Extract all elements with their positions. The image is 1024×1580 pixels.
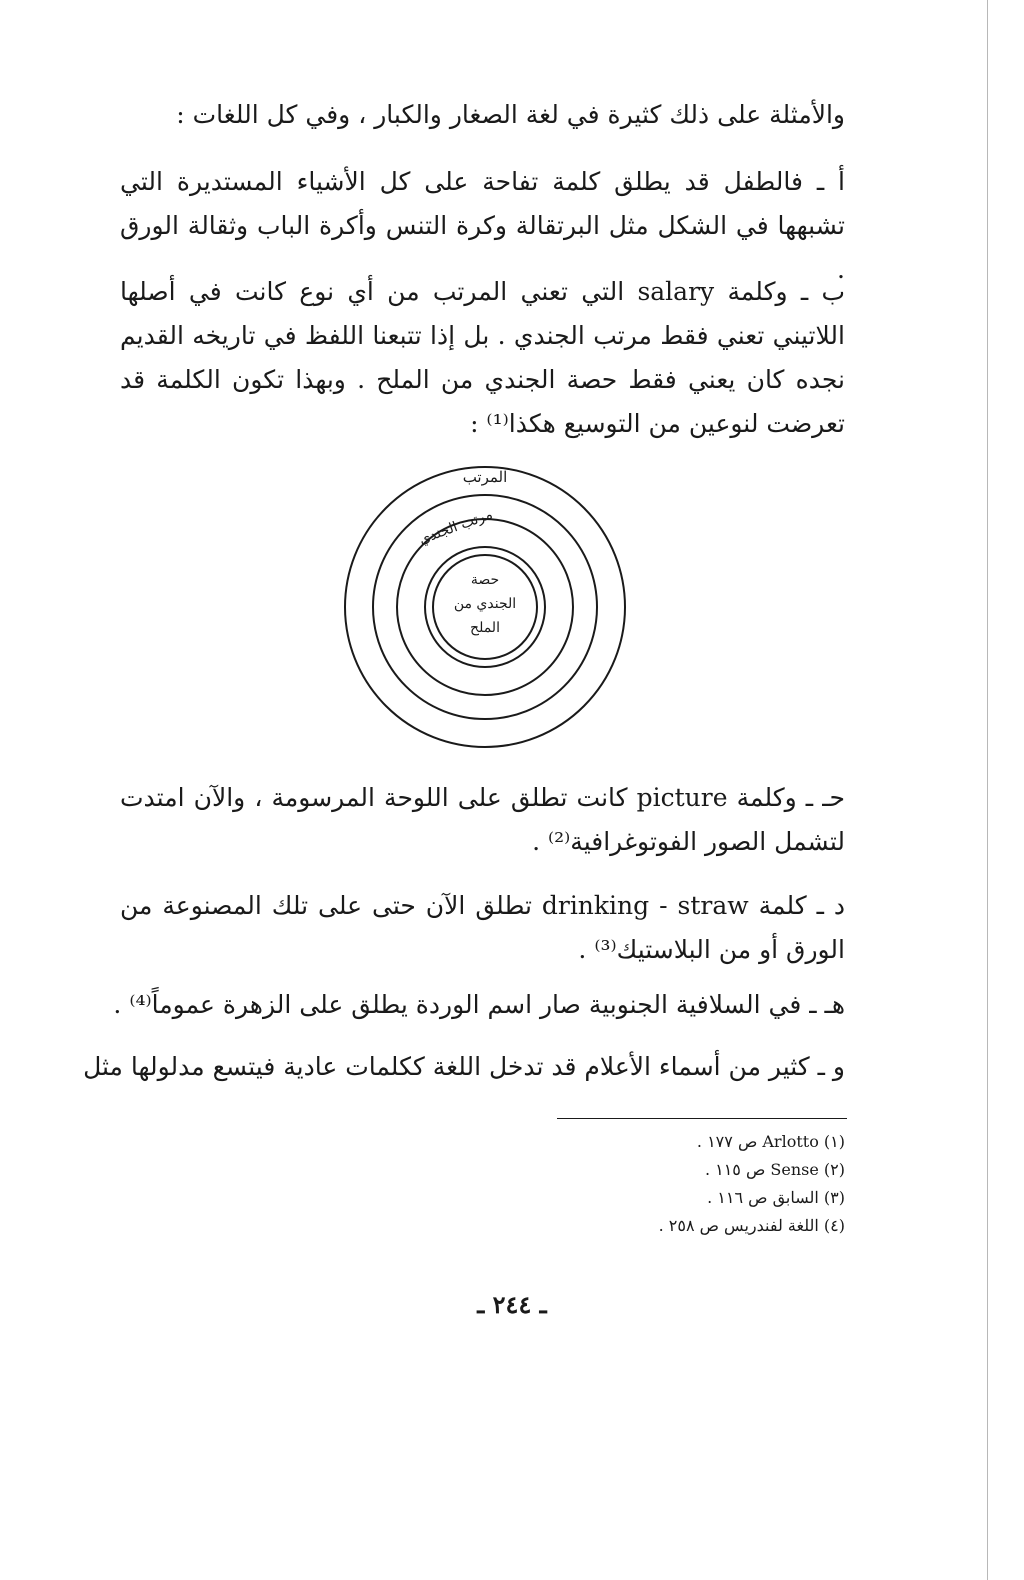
- item-f: و ـ كثير من أسماء الأعلام قد تدخل اللغة ككلمات عادية فيتسع مدلولها مثل: [83, 1052, 845, 1081]
- page-number: ـ ٢٤٤ ـ: [477, 1290, 547, 1319]
- inner-label-line1: حصة: [470, 572, 500, 588]
- footnote-1: (١) Arlotto ص ١٧٧ .: [696, 1132, 845, 1151]
- item-c: حـ ـ وكلمة picture كانت تطلق على اللوحة المرسومة ، والآن امتدت لتشمل الصور الفوتوغرافية⁽²⁾ .: [120, 783, 845, 856]
- footnote-2: (٢) Sense ص ١١٥ .: [704, 1160, 845, 1179]
- item-b: ب ـ وكلمة salary التي تعني المرتب من أي نوع كانت في أصلها اللاتيني تعني فقط مرتب الجندي . بل إذا تتبعنا اللفظ في تاريخه القديم نجده كان يعني فقط حصة الجندي من الملح . وبهذا تكون الكلمة قد تعرضت لنوعين من التوسيع هكذا⁽¹⁾ :: [120, 277, 846, 438]
- item-a: أ ـ فالطفل قد يطلق كلمة تفاحة على كل الأشياء المستديرة التي تشبهها في الشكل مثل البرتقالة وكرة التنس وأكرة الباب وثقالة الورق .: [120, 167, 845, 284]
- inner-label-line2: الجندي من: [453, 596, 517, 612]
- footnote-4: (٤) اللغة لفندريس ص ٢٥٨ .: [658, 1216, 845, 1235]
- page-margin-rule: [987, 0, 988, 1580]
- intro-line: والأمثلة على ذلك كثيرة في لغة الصغار والكبار ، وفي كل اللغات :: [176, 100, 845, 129]
- outer-label: المرتب: [462, 468, 508, 486]
- middle-label: مرتب الجندي: [416, 506, 495, 548]
- inner-label-line3: الملح: [470, 620, 500, 636]
- concentric-diagram: [340, 462, 630, 752]
- footnote-3: (٣) السابق ص ١١٦ .: [707, 1188, 845, 1207]
- item-e: هـ ـ في السلافية الجنوبية صار اسم الوردة يطلق على الزهرة عموماً⁽⁴⁾ .: [113, 990, 845, 1019]
- item-d: د ـ كلمة drinking - straw تطلق الآن حتى على تلك المصنوعة من الورق أو من البلاستيك⁽³⁾ .: [120, 891, 845, 964]
- footnote-rule: [557, 1118, 847, 1119]
